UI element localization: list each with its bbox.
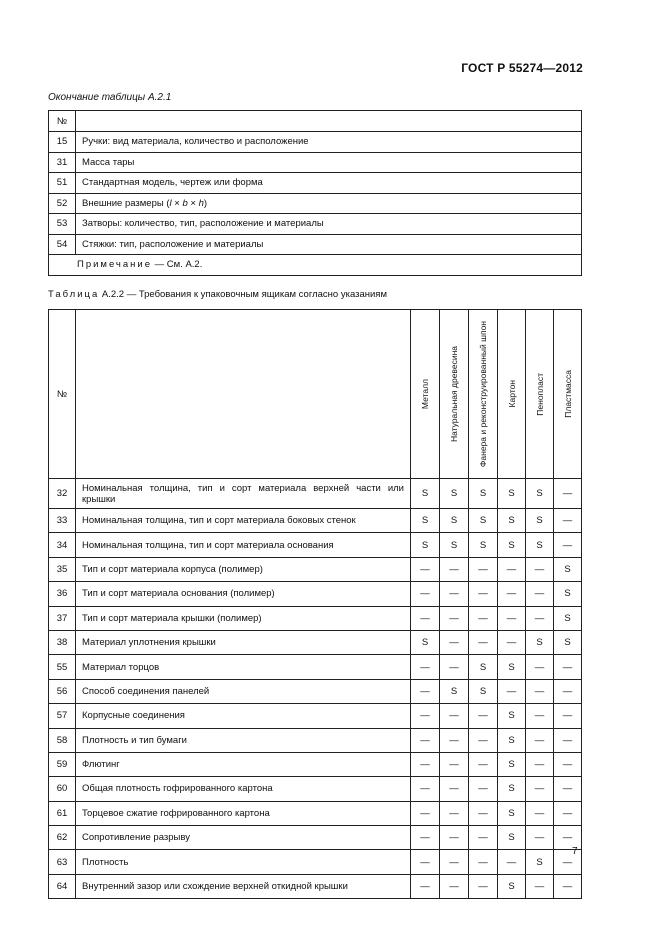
requirement-cell: — [526, 557, 554, 581]
table1-header-empty [76, 111, 582, 132]
row-text: Корпусные соединения [76, 704, 411, 728]
requirement-cell: — [526, 752, 554, 776]
requirement-cell: — [469, 801, 498, 825]
requirement-cell: — [440, 850, 469, 874]
requirement-cell: — [526, 582, 554, 606]
requirement-cell: S [526, 850, 554, 874]
table-note-row [49, 255, 582, 276]
requirement-cell: S [498, 801, 526, 825]
requirement-cell: — [411, 606, 440, 630]
column-header [440, 310, 469, 479]
requirement-cell: — [411, 582, 440, 606]
requirement-cell: — [469, 850, 498, 874]
requirement-cell: — [440, 777, 469, 801]
row-text: Тип и сорт материала основания (полимер) [76, 582, 411, 606]
row-text: Флютинг [76, 752, 411, 776]
table-row [49, 152, 582, 173]
requirement-cell: — [554, 655, 582, 679]
requirement-cell: — [440, 874, 469, 898]
requirement-cell: — [440, 630, 469, 654]
row-number: 57 [49, 704, 76, 728]
requirement-cell: S [469, 679, 498, 703]
row-number: 55 [49, 655, 76, 679]
requirement-cell: — [469, 826, 498, 850]
row-text: Тип и сорт материала крышки (полимер) [76, 606, 411, 630]
column-header-label: Пенопласт [534, 372, 545, 416]
requirement-cell: S [554, 557, 582, 581]
table-row [49, 655, 582, 679]
column-header-label: Металл [420, 378, 430, 410]
requirement-cell: S [498, 728, 526, 752]
column-header [526, 310, 554, 479]
table-row [49, 850, 582, 874]
requirement-cell: — [554, 533, 582, 557]
requirement-cell: — [440, 704, 469, 728]
requirement-cell: S [440, 509, 469, 533]
requirement-cell: — [498, 606, 526, 630]
table-continuation-label: Окончание таблицы А.2.1 [48, 92, 172, 103]
requirement-cell: — [411, 679, 440, 703]
table2-caption-word: Таблица [48, 289, 100, 300]
requirement-cell: — [469, 630, 498, 654]
requirement-cell: — [469, 606, 498, 630]
row-number: 62 [49, 826, 76, 850]
column-header [469, 310, 498, 479]
requirement-cell: S [440, 479, 469, 509]
requirement-cell: — [526, 679, 554, 703]
requirement-cell: — [469, 874, 498, 898]
requirement-cell: — [440, 801, 469, 825]
row-text: Стяжки: тип, расположение и материалы [76, 234, 582, 255]
row-number: 36 [49, 582, 76, 606]
requirement-cell: — [554, 874, 582, 898]
requirement-cell: S [498, 752, 526, 776]
requirement-cell: — [526, 655, 554, 679]
requirement-cell: S [554, 630, 582, 654]
column-header [498, 310, 526, 479]
note-word: Примечание [77, 259, 152, 271]
requirement-cell: S [526, 479, 554, 509]
row-text: Общая плотность гофрированного картона [76, 777, 411, 801]
column-header-label: Фанера и реконструированный шпон [478, 320, 488, 468]
row-text: Масса тары [76, 152, 582, 173]
requirement-cell: S [411, 630, 440, 654]
requirement-cell: — [469, 704, 498, 728]
requirement-cell: — [554, 509, 582, 533]
requirement-cell: — [554, 826, 582, 850]
table-row [49, 234, 582, 255]
row-number: 58 [49, 728, 76, 752]
requirement-cell: — [469, 557, 498, 581]
column-header [554, 310, 582, 479]
row-text: Номинальная толщина, тип и сорт материала боковых стенок [76, 509, 411, 533]
requirement-cell: S [526, 509, 554, 533]
requirement-cell: S [498, 533, 526, 557]
row-text: Плотность и тип бумаги [76, 728, 411, 752]
row-text: Внутренний зазор или схождение верхней откидной крышки [76, 874, 411, 898]
row-number: 60 [49, 777, 76, 801]
requirement-cell: — [440, 728, 469, 752]
column-header-label: Пластмасса [562, 370, 573, 418]
requirement-cell: — [498, 557, 526, 581]
table-row [49, 679, 582, 703]
table-row [49, 728, 582, 752]
row-text: Торцевое сжатие гофрированного картона [76, 801, 411, 825]
table-row [49, 630, 582, 654]
table2-header-empty [76, 310, 411, 479]
table-row [49, 533, 582, 557]
requirement-cell: S [526, 630, 554, 654]
note-text: — См. А.2. [154, 259, 203, 271]
requirement-cell: — [411, 655, 440, 679]
row-number: 53 [49, 214, 76, 235]
requirement-cell: — [411, 874, 440, 898]
table-a-2-1 [48, 110, 582, 276]
requirement-cell: — [526, 826, 554, 850]
requirement-cell: — [526, 704, 554, 728]
requirement-cell: S [498, 777, 526, 801]
requirement-cell: — [554, 777, 582, 801]
table-a-2-2 [48, 309, 582, 899]
requirement-cell: — [411, 826, 440, 850]
row-text: Стандартная модель, чертеж или форма [76, 173, 582, 194]
row-text: Ручки: вид материала, количество и расположение [76, 132, 582, 153]
row-number: 32 [49, 479, 76, 509]
row-number: 56 [49, 679, 76, 703]
table2-caption-text: А.2.2 — Требования к упаковочным ящикам согласно указаниям [101, 289, 387, 300]
table-row [49, 132, 582, 153]
requirement-cell: — [498, 582, 526, 606]
requirement-cell: — [526, 874, 554, 898]
requirement-cell: — [554, 801, 582, 825]
requirement-cell: S [440, 679, 469, 703]
row-number: 37 [49, 606, 76, 630]
table-row [49, 777, 582, 801]
requirement-cell: — [440, 826, 469, 850]
requirement-cell: S [498, 704, 526, 728]
table-row [49, 826, 582, 850]
requirement-cell: — [469, 582, 498, 606]
table-note [49, 255, 582, 276]
table-row [49, 509, 582, 533]
table-row [49, 193, 582, 214]
requirement-cell: — [440, 655, 469, 679]
column-header-label: Картон [506, 380, 517, 408]
requirement-cell: — [440, 606, 469, 630]
table-row [49, 704, 582, 728]
requirement-cell: S [469, 655, 498, 679]
requirement-cell: S [440, 533, 469, 557]
row-text: Материал торцов [76, 655, 411, 679]
row-text: Тип и сорт материала корпуса (полимер) [76, 557, 411, 581]
table-row [49, 479, 582, 509]
row-text: Внешние размеры (l × b × h) [76, 193, 582, 214]
requirement-cell: S [411, 533, 440, 557]
requirement-cell: — [554, 704, 582, 728]
table-row [49, 801, 582, 825]
requirement-cell: — [469, 728, 498, 752]
requirement-cell: S [554, 606, 582, 630]
row-number: 63 [49, 850, 76, 874]
table-row [49, 582, 582, 606]
row-text: Сопротивление разрыву [76, 826, 411, 850]
requirement-cell: S [498, 826, 526, 850]
row-number: 64 [49, 874, 76, 898]
requirement-cell: — [526, 777, 554, 801]
requirement-cell: S [469, 509, 498, 533]
table-row [49, 606, 582, 630]
requirement-cell: S [469, 479, 498, 509]
row-text: Способ соединения панелей [76, 679, 411, 703]
requirement-cell: — [411, 557, 440, 581]
standard-number: ГОСТ Р 55274—2012 [461, 61, 583, 75]
requirement-cell: S [411, 509, 440, 533]
requirement-cell: — [411, 801, 440, 825]
row-number: 33 [49, 509, 76, 533]
requirement-cell: S [498, 874, 526, 898]
row-number: 34 [49, 533, 76, 557]
requirement-cell: — [498, 679, 526, 703]
requirement-cell: S [526, 533, 554, 557]
requirement-cell: — [498, 630, 526, 654]
row-number: 35 [49, 557, 76, 581]
page-number: 7 [572, 846, 578, 857]
requirement-cell: S [498, 509, 526, 533]
requirement-cell: — [411, 704, 440, 728]
requirement-cell: — [411, 777, 440, 801]
requirement-cell: — [411, 752, 440, 776]
requirement-cell: — [469, 752, 498, 776]
requirement-cell: S [554, 582, 582, 606]
row-number: 31 [49, 152, 76, 173]
row-text: Номинальная толщина, тип и сорт материала основания [76, 533, 411, 557]
row-number: 54 [49, 234, 76, 255]
row-number: 51 [49, 173, 76, 194]
requirement-cell: — [554, 850, 582, 874]
requirement-cell: — [440, 557, 469, 581]
row-number: 38 [49, 630, 76, 654]
row-number: 61 [49, 801, 76, 825]
row-number: 52 [49, 193, 76, 214]
requirement-cell: — [526, 606, 554, 630]
requirement-cell: — [411, 850, 440, 874]
column-header-label: Натуральная древесина [449, 345, 459, 443]
requirement-cell: — [469, 777, 498, 801]
requirement-cell: — [440, 582, 469, 606]
requirement-cell: — [526, 728, 554, 752]
requirement-cell: S [498, 479, 526, 509]
row-number: 15 [49, 132, 76, 153]
requirement-cell: S [469, 533, 498, 557]
requirement-cell: — [440, 752, 469, 776]
table1-header-no: № [49, 111, 76, 132]
requirement-cell: S [498, 655, 526, 679]
table2-caption [48, 289, 387, 300]
requirement-cell: — [554, 679, 582, 703]
table-row [49, 214, 582, 235]
table-row [49, 874, 582, 898]
row-number: 59 [49, 752, 76, 776]
requirement-cell: — [554, 728, 582, 752]
row-text: Номинальная толщина, тип и сорт материала верхней части или крышки [76, 479, 411, 509]
table-row [49, 173, 582, 194]
row-text: Материал уплотнения крышки [76, 630, 411, 654]
table2-header-no: № [49, 310, 76, 479]
requirement-cell: S [411, 479, 440, 509]
requirement-cell: — [554, 479, 582, 509]
requirement-cell: — [554, 752, 582, 776]
table-row [49, 752, 582, 776]
requirement-cell: — [498, 850, 526, 874]
column-header [411, 310, 440, 479]
row-text: Плотность [76, 850, 411, 874]
table-row [49, 557, 582, 581]
row-text: Затворы: количество, тип, расположение и материалы [76, 214, 582, 235]
requirement-cell: — [526, 801, 554, 825]
requirement-cell: — [411, 728, 440, 752]
